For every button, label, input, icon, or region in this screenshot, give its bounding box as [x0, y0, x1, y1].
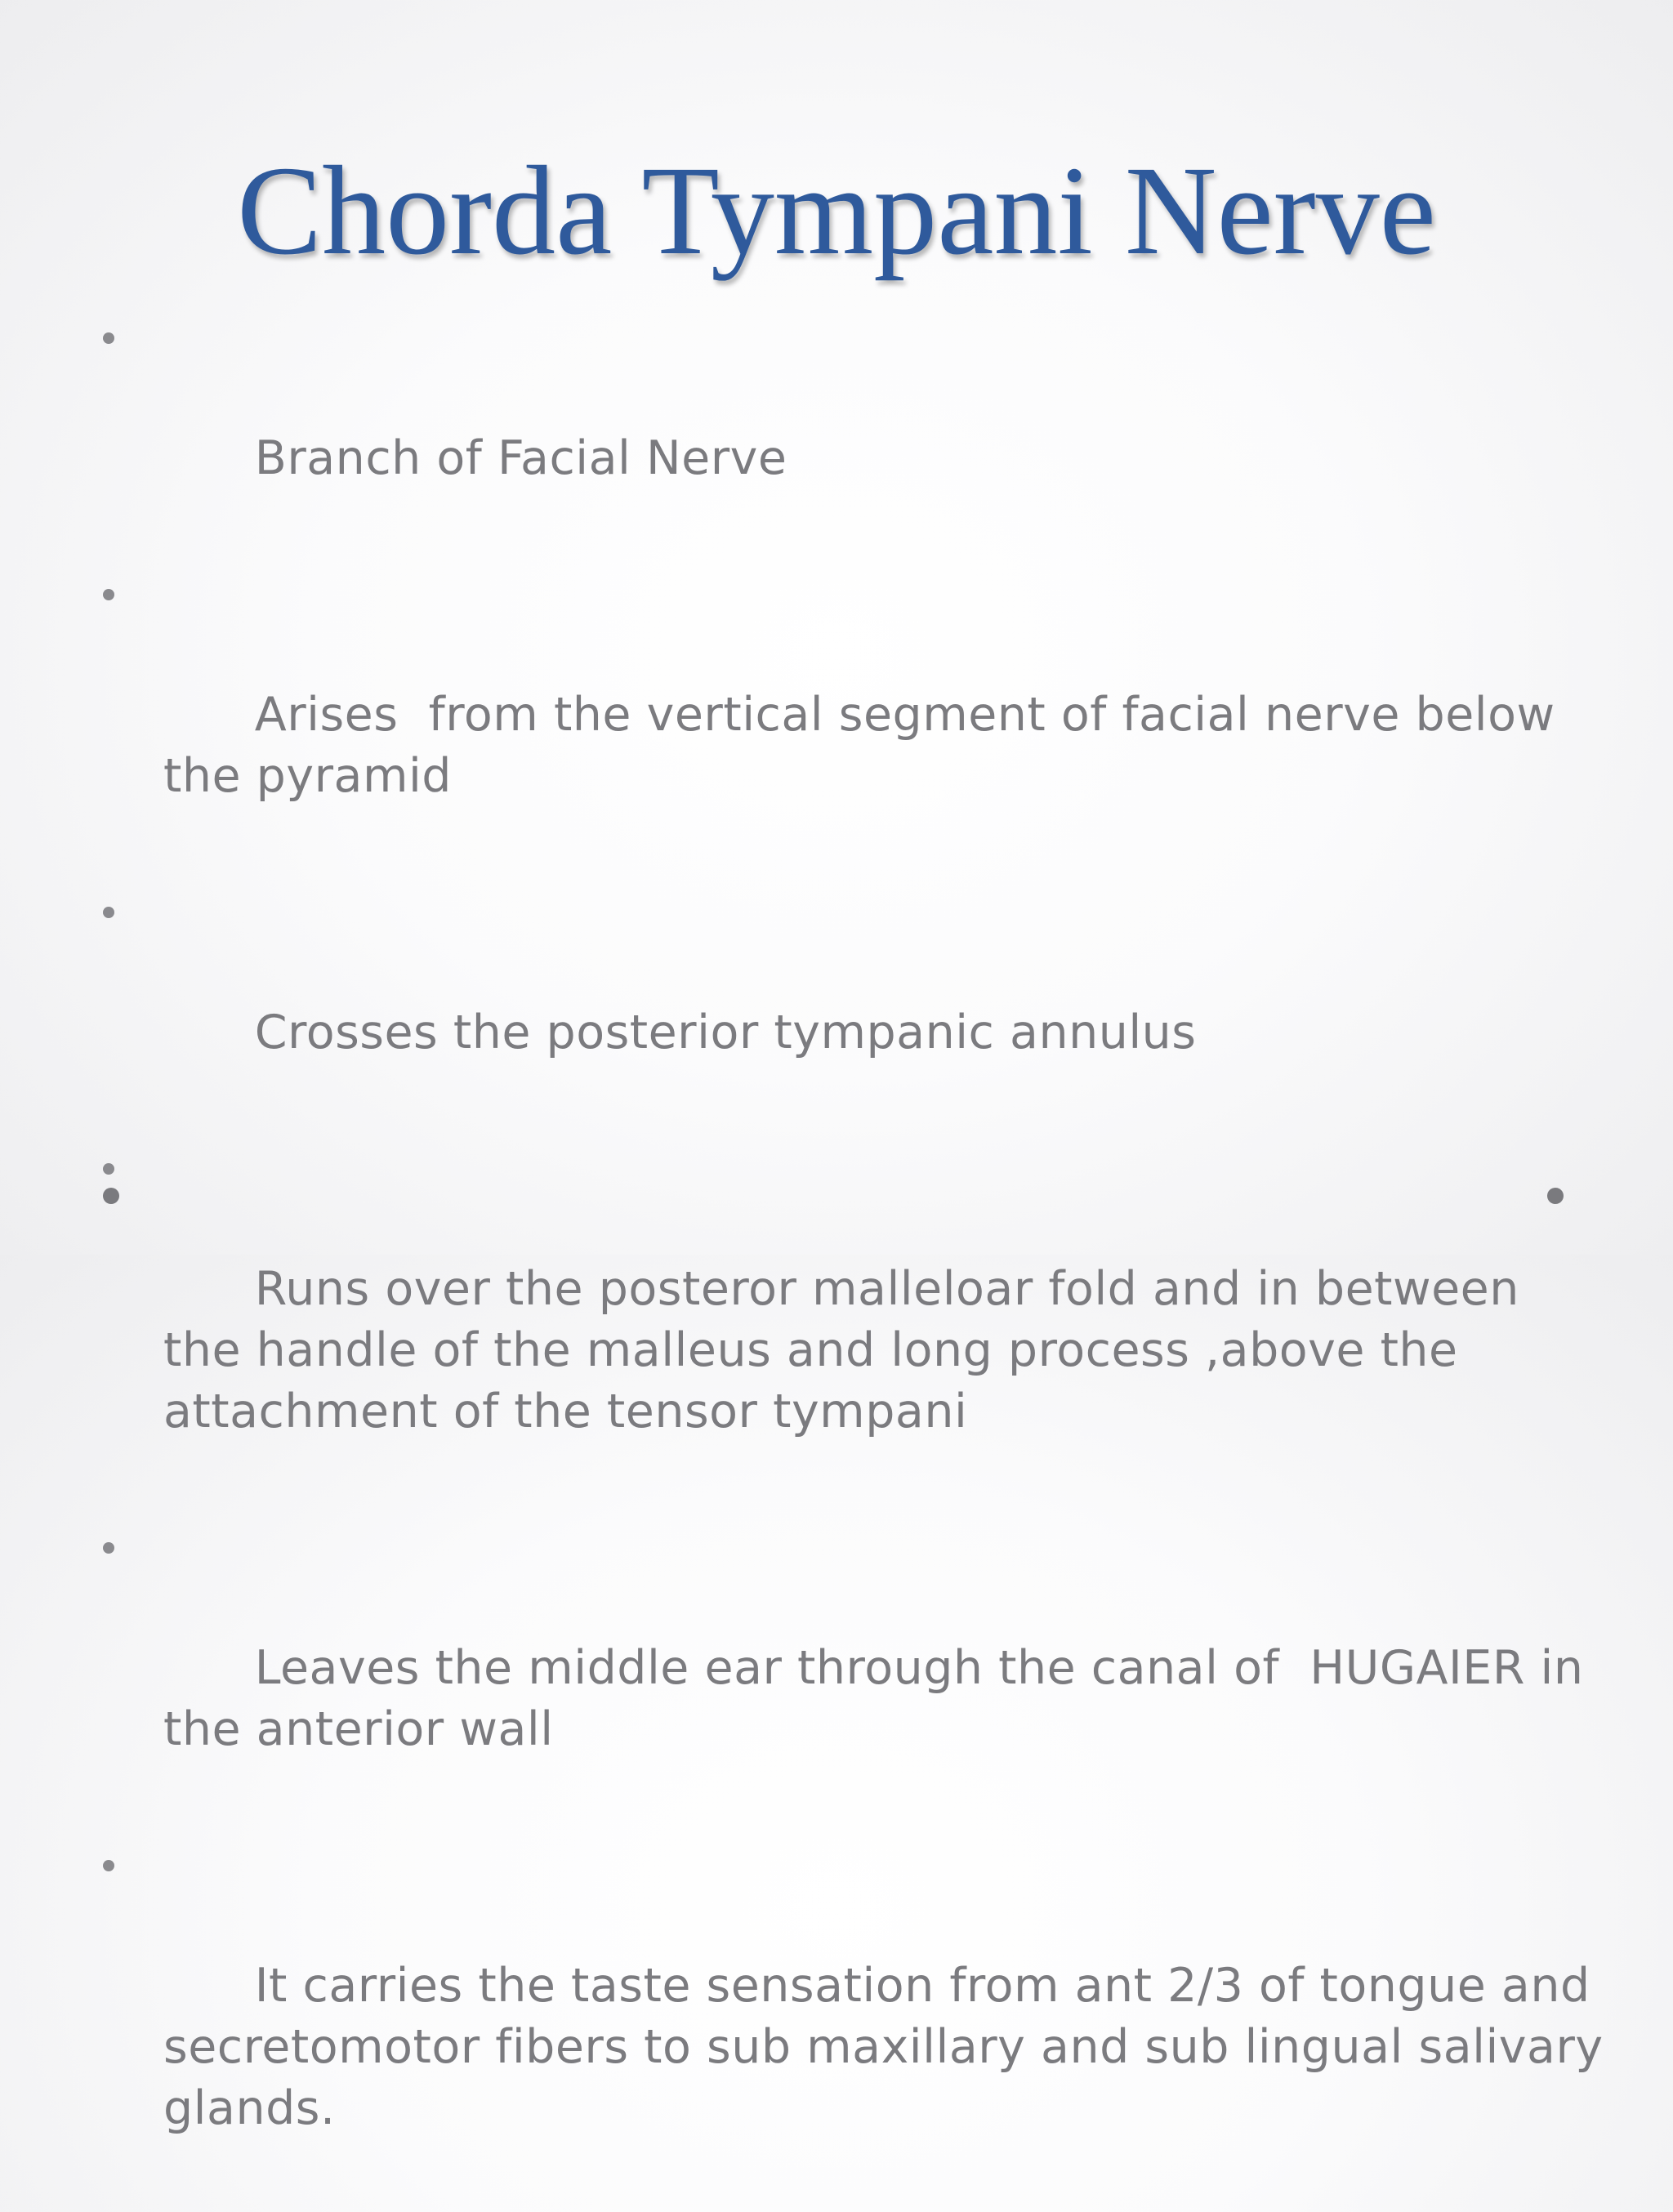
corner-dot-icon-left — [103, 1188, 119, 1204]
bullet-dot-icon — [103, 1163, 114, 1175]
bullet-item — [0, 562, 1673, 868]
bullet-item — [0, 1833, 1673, 2201]
bullet-text: Arises from the vertical segment of facial nerve below the pyramid — [163, 688, 1571, 803]
bullet-list — [0, 305, 1673, 2212]
bullet-dot-icon — [103, 907, 114, 918]
corner-dot-icon-right — [1547, 1188, 1564, 1204]
bullet-dot-icon — [103, 332, 114, 344]
bullet-item — [0, 305, 1673, 551]
bullet-dot-icon — [103, 1860, 114, 1871]
bullet-item — [0, 1136, 1673, 1504]
bullet-text: Leaves the middle ear through the canal of HUGAIER in the anterior wall — [163, 1641, 1599, 1756]
bullet-item — [0, 1515, 1673, 1822]
bullet-text: Crosses the posterior tympanic annulus — [254, 1006, 1197, 1059]
bullet-dot-icon — [103, 589, 114, 600]
bullet-item — [0, 880, 1673, 1125]
bullet-text: It carries the taste sensation from ant 2/3 of tongue and secretomotor fibers to sub maxillary and sub lingual salivary glands. — [163, 1959, 1619, 2135]
bullet-text: Branch of Facial Nerve — [254, 431, 787, 485]
bullet-text: Runs over the posteror malleloar fold and in between the handle of the malleus and long process ,above the attachment of the tensor tympani — [163, 1262, 1535, 1438]
bullet-dot-icon — [103, 1542, 114, 1554]
slide-title: Chorda Tympani Nerve — [237, 140, 1436, 281]
